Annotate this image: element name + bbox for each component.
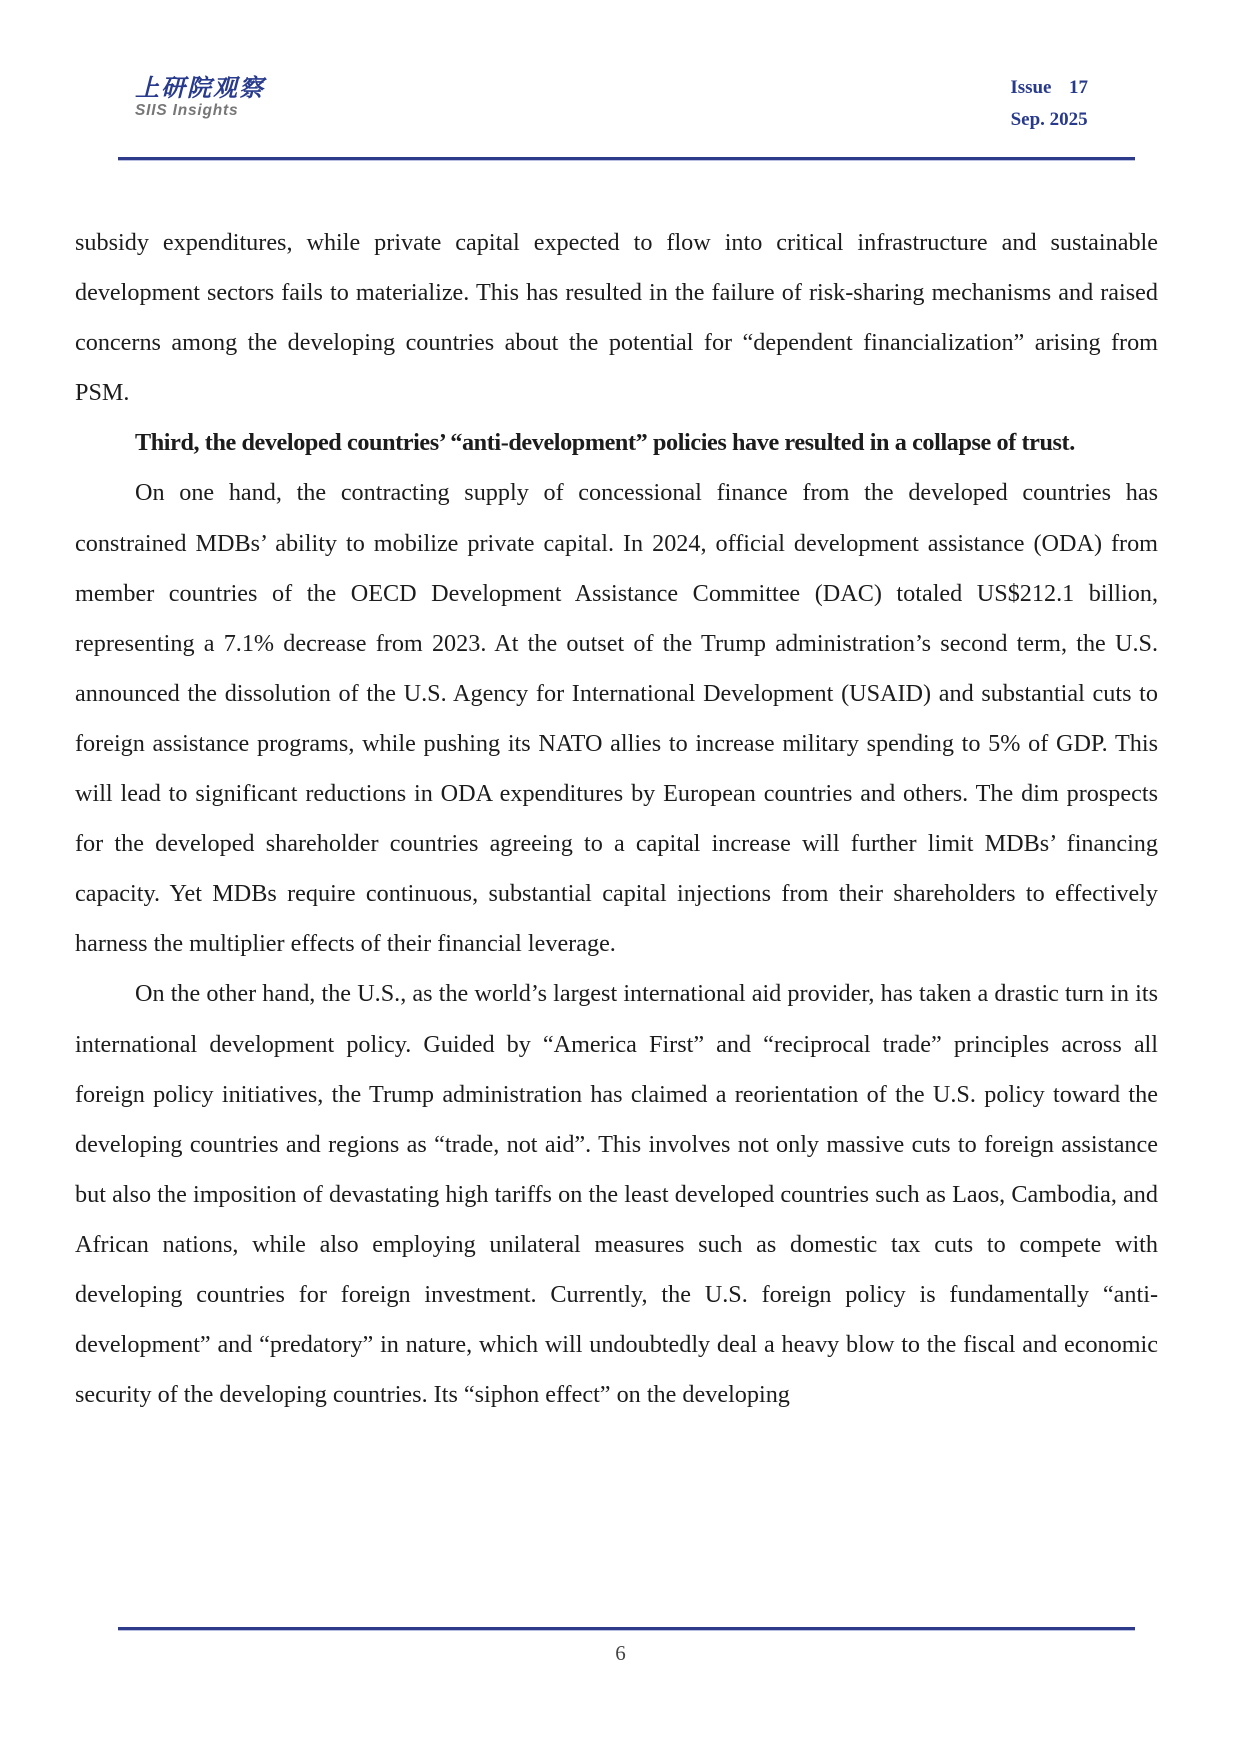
- paragraph: On one hand, the contracting supply of concessional finance from the developed countries has constrained MDBs’ ability to mobilize private capital. In 2024, official development assistance (ODA) from member countries of the OECD Development Assistance Committee (DAC) totaled US$212.1 billion, representing a 7.1% decrease from 2023. At the outset of the Trump administration’s second term, the U.S. announced the dissolution of the U.S. Agency for International Development (USAID) and substantial cuts to foreign assistance programs, while pushing its NATO allies to increase military spending to 5% of GDP. This will lead to significant reductions in ODA expenditures by European countries and others. The dim prospects for the developed shareholder countries agreeing to a capital increase will further limit MDBs’ financing capacity. Yet MDBs require continuous, substantial capital injections from their shareholders to effectively harness the multiplier effects of their financial leverage.: [75, 479, 1158, 958]
- paragraph-continuation: subsidy expenditures, while private capital expected to flow into critical infrastructure and sustainable development sectors fails to materialize. This has resulted in the failure of risk-sharing mechanisms and raised concerns among the developing countries about the potential for “dependent financialization” arising from PSM.: [75, 229, 1158, 407]
- logo-chinese-title: 上研院观察: [135, 73, 265, 102]
- issue-date: Sep. 2025: [1010, 109, 1088, 130]
- logo-english-title: SIIS Insights: [135, 102, 239, 119]
- section-heading: Third, the developed countries’ “anti-development” policies have resulted in a collapse of trust.: [135, 429, 1075, 457]
- header-divider: [118, 157, 1135, 160]
- footer-divider: [118, 1627, 1135, 1630]
- issue-info: [1010, 72, 1088, 136]
- siis-insights-logo: [135, 74, 265, 120]
- issue-number: Issue 17: [1010, 77, 1088, 98]
- page-number: 6: [615, 1641, 626, 1665]
- article-body: [75, 218, 1158, 1420]
- paragraph: On the other hand, the U.S., as the world’s largest international aid provider, has taken a drastic turn in its international development policy. Guided by “America First” and “reciprocal trade” principles across all foreign policy initiatives, the Trump administration has claimed a reorientation of the U.S. policy toward the developing countries and regions as “trade, not aid”. This involves not only massive cuts to foreign assistance but also the imposition of devastating high tariffs on the least developed countries such as Laos, Cambodia, and African nations, while also employing unilateral measures such as domestic tax cuts to compete with developing countries for foreign investment. Currently, the U.S. foreign policy is fundamentally “anti-development” and “predatory” in nature, which will undoubtedly deal a heavy blow to the fiscal and economic security of the developing countries. Its “siphon effect” on the developing: [75, 980, 1158, 1409]
